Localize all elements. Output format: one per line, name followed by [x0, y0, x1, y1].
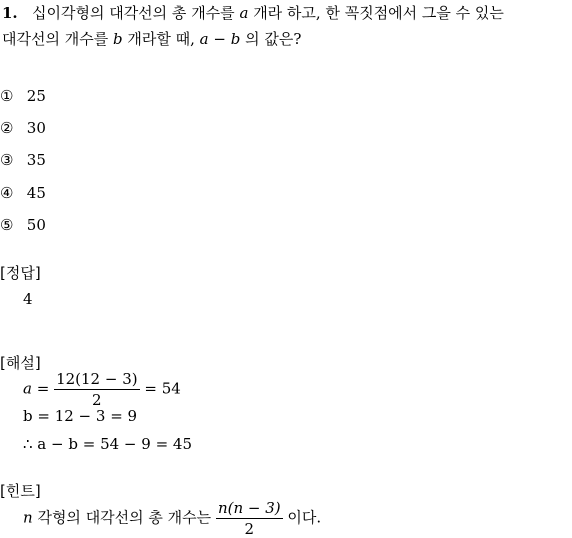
solution-line-2: b = 12 − 3 = 9: [23, 407, 138, 425]
variable-a: a: [239, 4, 249, 22]
choice-value-1: 25: [26, 87, 46, 105]
choice-mark-4: ④: [0, 184, 14, 202]
variable-n: n: [23, 508, 33, 527]
hint-text-after: 이다.: [287, 508, 322, 527]
choice-mark-3: ③: [0, 151, 14, 169]
choice-value-3: 35: [26, 151, 46, 169]
question-text-part3: 대각선의 개수를: [2, 30, 109, 48]
choice-5: [0, 216, 46, 234]
solution-fraction-numerator: 12(12 − 3): [56, 370, 138, 388]
solution-line-1: [23, 370, 181, 409]
choice-value-5: 50: [26, 216, 46, 234]
solution-fraction: [54, 370, 140, 409]
hint-line: [23, 499, 321, 538]
solution-fraction-denominator: 2: [92, 391, 102, 409]
expression-a-minus-b: a − b: [199, 30, 241, 48]
choice-1: [0, 87, 46, 105]
choice-2: [0, 119, 46, 137]
solution-lhs: a =: [23, 379, 50, 398]
choice-value-4: 45: [26, 184, 46, 202]
hint-fraction: [216, 499, 283, 538]
question-number: 1.: [2, 4, 18, 22]
choice-mark-2: ②: [0, 119, 14, 137]
choice-3: [0, 151, 46, 169]
question-line-2: [2, 28, 301, 49]
hint-fraction-numerator: n(n − 3): [217, 499, 281, 517]
hint-title: [힌트]: [0, 482, 41, 500]
question-text-part1: 십이각형의 대각선의 총 개수를: [31, 4, 235, 22]
question-text-part5: 의 값은?: [245, 30, 302, 48]
hint-text-before: 각형의 대각선의 총 개수는: [37, 508, 212, 527]
choice-mark-1: ①: [0, 87, 14, 105]
question-line-1: [2, 2, 504, 23]
solution-title: [해설]: [0, 354, 41, 372]
answer-title: [정답]: [0, 264, 41, 282]
choice-mark-5: ⑤: [0, 216, 14, 234]
variable-b: b: [112, 30, 123, 48]
question-text-part4: 개라할 때,: [127, 30, 195, 48]
choice-4: [0, 184, 46, 202]
solution-line-3: ∴ a − b = 54 − 9 = 45: [23, 435, 192, 453]
answer-value: 4: [23, 290, 33, 308]
question-text-part2: 개라 하고, 한 꼭짓점에서 그을 수 있는: [253, 4, 504, 22]
solution-rhs: = 54: [144, 379, 181, 398]
choice-value-2: 30: [26, 119, 46, 137]
hint-fraction-denominator: 2: [244, 520, 255, 538]
